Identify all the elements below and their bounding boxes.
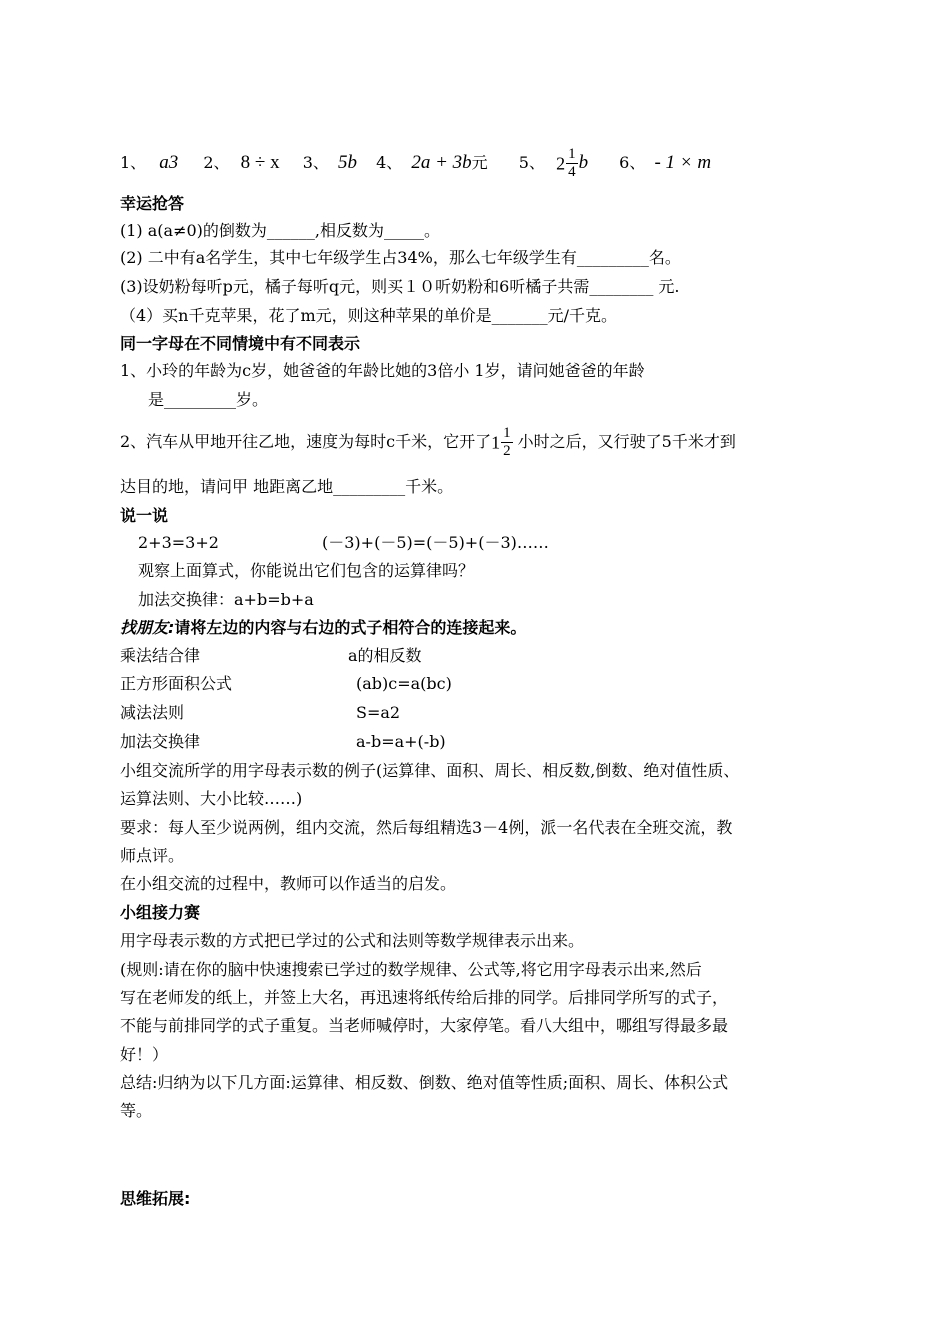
answer-index: 3、 xyxy=(302,153,329,172)
lucky-q1: (1) a(a≠0)的倒数为______,相反数为_____。 xyxy=(120,221,440,240)
section-title-relay: 小组接力赛 xyxy=(120,903,201,922)
same-letter-q2-line1 xyxy=(120,420,736,465)
pair-left-0: 乘法结合律 xyxy=(120,646,201,665)
same-letter-q1-line1: 1、小玲的年龄为c岁，她爸爸的年龄比她的3倍小 1岁，请问她爸爸的年龄 xyxy=(120,361,645,380)
talk-prompt: 观察上面算式，你能说出它们包含的运算律吗？ xyxy=(138,561,475,580)
section-title-lucky-quiz: 幸运抢答 xyxy=(120,194,185,213)
relay-intro: 用字母表示数的方式把已学过的公式和法则等数学规律表示出来。 xyxy=(120,931,585,950)
answer-4-unit: 元 xyxy=(471,153,488,172)
answer-2-expr: 8 ÷ x xyxy=(240,152,280,173)
answer-index: 6、 xyxy=(619,153,646,172)
answer-4-expr: 2a + 3b xyxy=(411,152,472,173)
find-friends-rest: 请将左边的内容与右边的式子相符合的连接起来。 xyxy=(174,618,527,637)
answer-row xyxy=(120,146,711,181)
answer-5-numerator: 1 xyxy=(568,146,576,162)
talk-eq2: (－3)+(－5)=(－5)+(－3)…… xyxy=(322,533,549,552)
answer-5-mixed xyxy=(556,146,593,180)
answer-5-fraction xyxy=(566,146,578,181)
pair-left-3: 加法交换律 xyxy=(120,732,201,751)
pair-right-3: a-b=a+(-b) xyxy=(356,732,446,751)
section-title-same-letter: 同一字母在不同情境中有不同表示 xyxy=(120,334,361,353)
same-letter-q2-numerator: 1 xyxy=(503,425,511,441)
answer-index: 1、 xyxy=(120,153,147,172)
talk-law: 加法交换律：a+b=b+a xyxy=(138,590,314,609)
pair-right-1: (ab)c=a(bc) xyxy=(356,674,452,693)
talk-eq1: 2+3=3+2 xyxy=(138,533,219,552)
relay-rule-line3: 不能与前排同学的式子重复。当老师喊停时，大家停笔。看八大组中，哪组写得最多最 xyxy=(120,1016,729,1035)
lucky-q4: （4）买n千克苹果，花了m元，则这种苹果的单价是_______元/千克。 xyxy=(120,306,618,325)
requirement-line2: 师点评。 xyxy=(120,846,185,865)
requirement-line1: 要求：每人至少说两例，组内交流，然后每组精选3－4例，派一名代表在全班交流，教 xyxy=(120,818,733,837)
answer-5-denominator: 4 xyxy=(568,164,576,180)
pair-left-1: 正方形面积公式 xyxy=(120,674,233,693)
group-exchange-line2: 运算法则、大小比较……) xyxy=(120,789,303,808)
summary-line1: 总结:归纳为以下几方面:运算律、相反数、倒数、绝对值等性质;面积、周长、体积公式 xyxy=(120,1073,729,1092)
answer-5-var: b xyxy=(578,152,589,173)
same-letter-q2-line2: 达目的地，请问甲 地距离乙地_________千米。 xyxy=(120,477,454,496)
answer-1-expr: a3 xyxy=(159,152,179,173)
answer-index: 2、 xyxy=(203,153,230,172)
section-title-talk: 说一说 xyxy=(120,506,169,525)
relay-rule-line4: 好！） xyxy=(120,1045,169,1064)
section-title-find-friends xyxy=(120,617,526,639)
answer-6-expr: - 1 × m xyxy=(654,152,712,173)
lucky-q2: (2) 二中有a名学生，其中七年级学生占34%，那么七年级学生有_________名。 xyxy=(120,248,681,267)
section-title-thinking-extension: 思维拓展: xyxy=(120,1189,191,1208)
same-letter-q2-denominator: 2 xyxy=(503,443,511,459)
same-letter-q2-before: 2、汽车从甲地开往乙地，速度为每时c千米，它开了 xyxy=(120,432,492,451)
summary-line2: 等。 xyxy=(120,1101,153,1120)
relay-rule-line1: (规则:请在你的脑中快速搜索已学过的数学规律、公式等,将它用字母表示出来,然后 xyxy=(120,960,702,979)
pair-left-2: 减法法则 xyxy=(120,703,185,722)
answer-5-whole: 2 xyxy=(556,153,566,174)
same-letter-q2-whole: 1 xyxy=(491,432,501,453)
answer-index: 5、 xyxy=(518,153,545,172)
same-letter-q1-line2: 是_________岁。 xyxy=(148,390,269,409)
teacher-guidance: 在小组交流的过程中，教师可以作适当的启发。 xyxy=(120,874,457,893)
group-exchange-line1: 小组交流所学的用字母表示数的例子(运算律、面积、周长、相反数,倒数、绝对值性质、 xyxy=(120,761,740,780)
pair-right-0: a的相反数 xyxy=(348,646,422,665)
same-letter-q2-fraction xyxy=(501,425,513,460)
relay-rule-line2: 写在老师发的纸上，并签上大名，再迅速将纸传给后排的同学。后排同学所写的式子， xyxy=(120,988,729,1007)
answer-3-expr: 5b xyxy=(337,152,357,173)
lucky-q3: (3)设奶粉每听p元，橘子每听q元，则买１０听奶粉和6听橘子共需________ 元. xyxy=(120,277,680,296)
pair-right-2: S=a2 xyxy=(356,703,401,722)
answer-index: 4、 xyxy=(376,153,403,172)
same-letter-q2-after: 小时之后，又行驶了5千米才到 xyxy=(517,432,736,451)
find-friends-italic: 找朋友: xyxy=(120,618,175,637)
